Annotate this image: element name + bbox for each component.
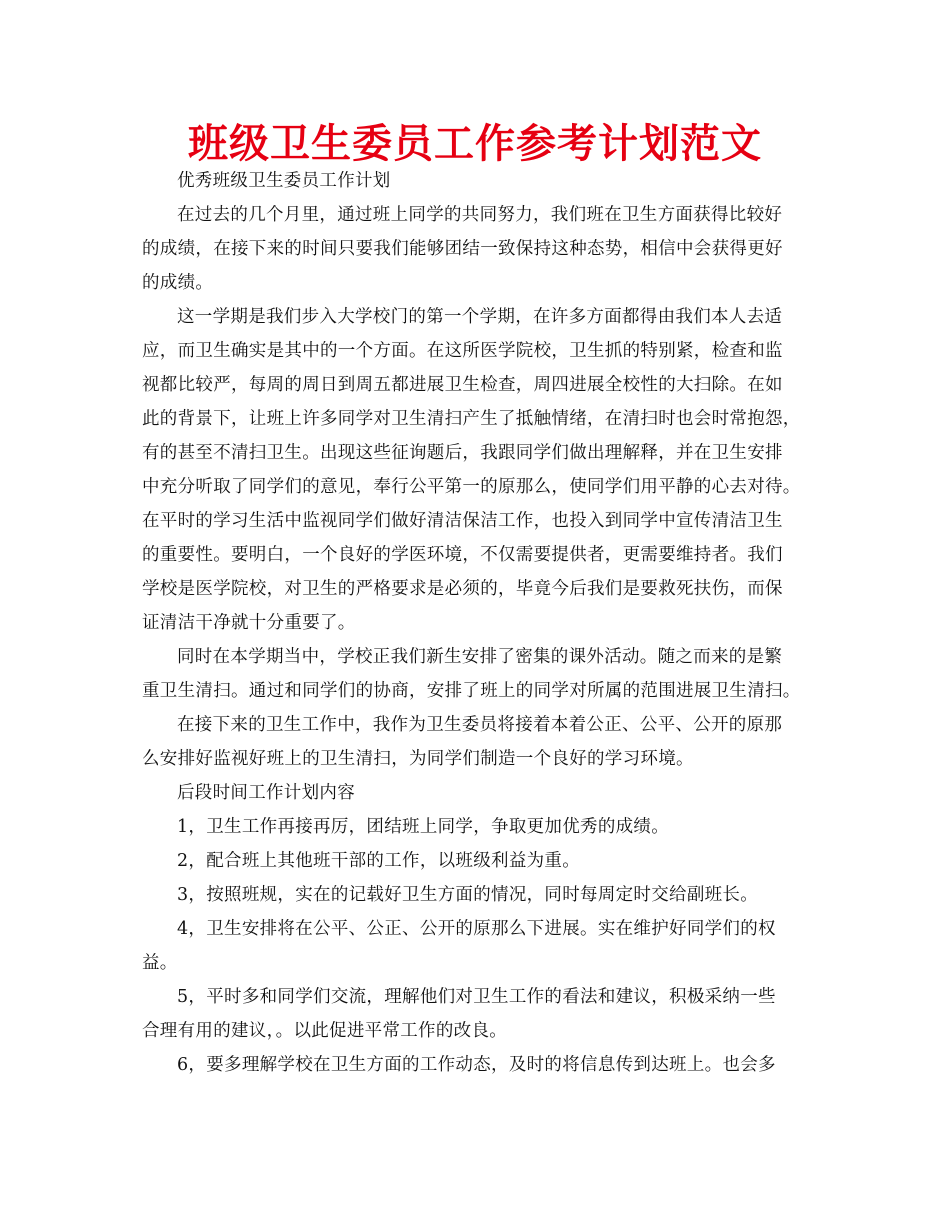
paragraph <box>142 878 822 912</box>
paragraph-line: 5，平时多和同学们交流，理解他们对卫生工作的看法和建议，积极采纳一些 <box>177 987 776 1007</box>
paragraph-line: 有的甚至不清扫卫生。出现这些征询题后，我跟同学们做出理解释，并在卫生安排 <box>142 443 783 463</box>
paragraph-line: 这一学期是我们步入大学校门的第一个学期，在许多方面都得由我们本人去适 <box>177 307 783 327</box>
paragraph-line: 的成绩，在接下来的时间只要我们能够团结一致保持这种态势，相信中会获得更好 <box>142 239 783 259</box>
paragraph <box>142 912 822 980</box>
paragraph-line: 视都比较严，每周的周日到周五都进展卫生检查，周四进展全校性的大扫除。在如 <box>142 375 783 395</box>
document-body <box>142 164 822 1082</box>
paragraph-line: 中充分听取了同学们的意见，奉行公平第一的原那么，使同学们用平静的心去对待。 <box>142 477 801 497</box>
paragraph-line: 么安排好监视好班上的卫生清扫，为同学们制造一个良好的学习环境。 <box>142 749 694 769</box>
paragraph-line: 的重要性。要明白，一个良好的学医环境，不仅需要提供者，更需要维持者。我们 <box>142 545 783 565</box>
paragraph <box>142 708 822 776</box>
document-title: 班级卫生委员工作参考计划范文 <box>188 121 762 167</box>
paragraph-line: 同时在本学期当中，学校正我们新生安排了密集的课外活动。随之而来的是繁 <box>177 647 783 667</box>
paragraph-line: 在接下来的卫生工作中，我作为卫生委员将接着本着公正、公平、公开的原那 <box>177 715 783 735</box>
paragraph-line: 益。 <box>142 953 178 973</box>
paragraph-line: 应，而卫生确实是其中的一个方面。在这所医学院校，卫生抓的特别紧，检查和监 <box>142 341 783 361</box>
paragraph-line: 的成绩。 <box>142 273 214 293</box>
paragraph <box>142 844 822 878</box>
paragraph-line: 4，卫生安排将在公平、公正、公开的原那么下进展。实在维护好同学们的权 <box>177 919 776 939</box>
paragraph-line: 3，按照班规，实在的记载好卫生方面的情况，同时每周定时交给副班长。 <box>177 885 759 905</box>
paragraph-line: 6，要多理解学校在卫生方面的工作动态，及时的将信息传到达班上。也会多 <box>177 1055 776 1075</box>
paragraph <box>142 810 822 844</box>
paragraph <box>142 776 822 810</box>
paragraph-line: 1，卫生工作再接再厉，团结班上同学，争取更加优秀的成绩。 <box>177 817 670 837</box>
paragraph-line: 重卫生清扫。通过和同学们的协商，安排了班上的同学对所属的范围进展卫生清扫。 <box>142 681 801 701</box>
paragraph-line: 此的背景下，让班上许多同学对卫生清扫产生了抵触情绪，在清扫时也会时常抱怨， <box>142 409 801 429</box>
paragraph-line: 2，配合班上其他班干部的工作，以班级利益为重。 <box>177 851 581 871</box>
paragraph <box>142 300 822 640</box>
paragraph-line: 后段时间工作计划内容 <box>177 783 355 803</box>
paragraph-line: 在过去的几个月里，通过班上同学的共同努力，我们班在卫生方面获得比较好 <box>177 205 783 225</box>
paragraph-line: 优秀班级卫生委员工作计划 <box>177 171 391 191</box>
paragraph <box>142 1048 822 1082</box>
paragraph <box>142 980 822 1048</box>
paragraph <box>142 198 822 300</box>
paragraph-line: 学校是医学院校，对卫生的严格要求是必须的，毕竟今后我们是要救死扶伤，而保 <box>142 579 783 599</box>
paragraph <box>142 640 822 708</box>
paragraph-line: 证清洁干净就十分重要了。 <box>142 613 356 633</box>
paragraph-line: 在平时的学习生活中监视同学们做好清洁保洁工作，也投入到同学中宣传清洁卫生 <box>142 511 783 531</box>
paragraph <box>142 164 822 198</box>
paragraph-line: 合理有用的建议，。以此促进平常工作的改良。 <box>142 1021 508 1041</box>
